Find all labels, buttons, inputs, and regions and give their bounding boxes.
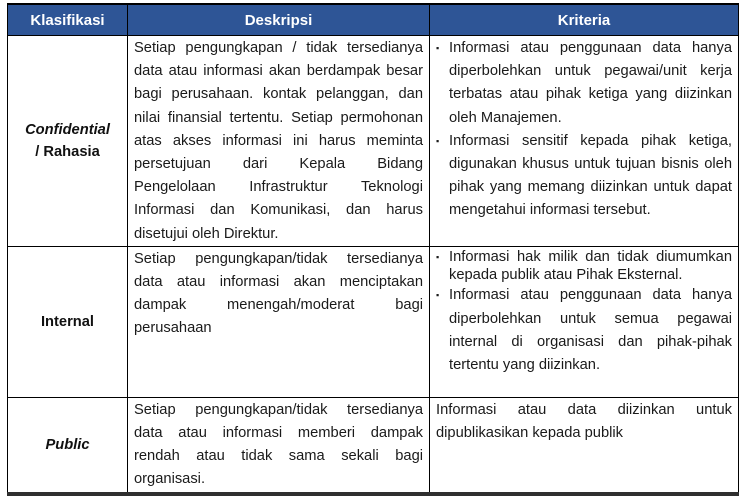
cell-kriteria-internal [430, 246, 739, 397]
deskripsi-paragraph: Setiap pengungkapan/tidak tersedianya data atau informasi memberi dampak rendah atau tidak sama sekali bagi organisasi. [134, 401, 423, 488]
header-cell-deskripsi: Deskripsi [128, 4, 430, 36]
kriteria-bullet-item [436, 284, 732, 377]
cell-deskripsi-confidential [128, 36, 430, 247]
header-cell-kriteria: Kriteria [430, 4, 739, 36]
deskripsi-paragraph: Setiap pengungkapan/tidak tersedianya data atau informasi akan menciptakan dampak menengah/moderat bagi perusahaan [134, 250, 423, 337]
cell-kriteria-confidential [430, 36, 739, 247]
cell-klasifikasi-internal [8, 246, 128, 397]
kriteria-text: Informasi hak milik dan tidak diumumkan kepada publik atau Pihak Eksternal. [449, 248, 732, 284]
classification-table [7, 3, 739, 496]
header-cell-klasifikasi: Klasifikasi [8, 4, 128, 36]
cell-deskripsi-public [128, 397, 430, 493]
square-bullet-icon: ▪ [436, 251, 440, 262]
table-row-confidential [8, 36, 739, 247]
square-bullet-icon: ▪ [436, 43, 440, 53]
kriteria-bullet-item [436, 37, 732, 130]
deskripsi-paragraph: Setiap pengungkapan / tidak tersedianya data atau informasi akan berdampak besar bagi perusahaan. kontak pelanggan, dan nilai finansial tertentu. Setiap permohonan atas akses informasi ini harus meminta persetujuan dari Kepala Bidang Pengelolaan Infrastruktur Teknologi Informasi dan Komunikasi, dan harus disetujui oleh Direktur. [134, 40, 423, 242]
classification-label: Public [45, 436, 90, 453]
kriteria-text: Informasi sensitif kepada pihak ketiga, digunakan khusus untuk tujuan bisnis oleh pihak yang memang diizinkan untuk dapat mengetahui informasi tersebut. [449, 132, 732, 219]
table-row-public [8, 397, 739, 493]
classification-label-line2: / Rahasia [35, 143, 100, 160]
cell-klasifikasi-confidential [8, 36, 128, 247]
square-bullet-icon: ▪ [436, 290, 440, 301]
kriteria-text: Informasi atau penggunaan data hanya diperbolehkan untuk pegawai/unit kerja terbatas atau pihak ketiga yang diizinkan oleh Manajemen. [449, 40, 732, 126]
kriteria-bullet-item [436, 248, 732, 285]
table-row-internal [8, 246, 739, 397]
cell-kriteria-public [430, 397, 739, 493]
kriteria-bullet-item [436, 130, 732, 223]
classification-label-line1: Confidential [25, 121, 110, 138]
kriteria-text: Informasi atau penggunaan data hanya diperbolehkan untuk semua pegawai internal di organisasi dan pihak-pihak tertentu yang diizinkan. [449, 287, 732, 374]
cell-klasifikasi-public [8, 397, 128, 493]
classification-label: Internal [40, 313, 95, 330]
square-bullet-icon: ▪ [436, 135, 440, 146]
cell-deskripsi-internal [128, 246, 430, 397]
table-header-row [8, 4, 739, 36]
kriteria-text: Informasi atau data diizinkan untuk dipublikasikan kepada publik [436, 401, 732, 442]
